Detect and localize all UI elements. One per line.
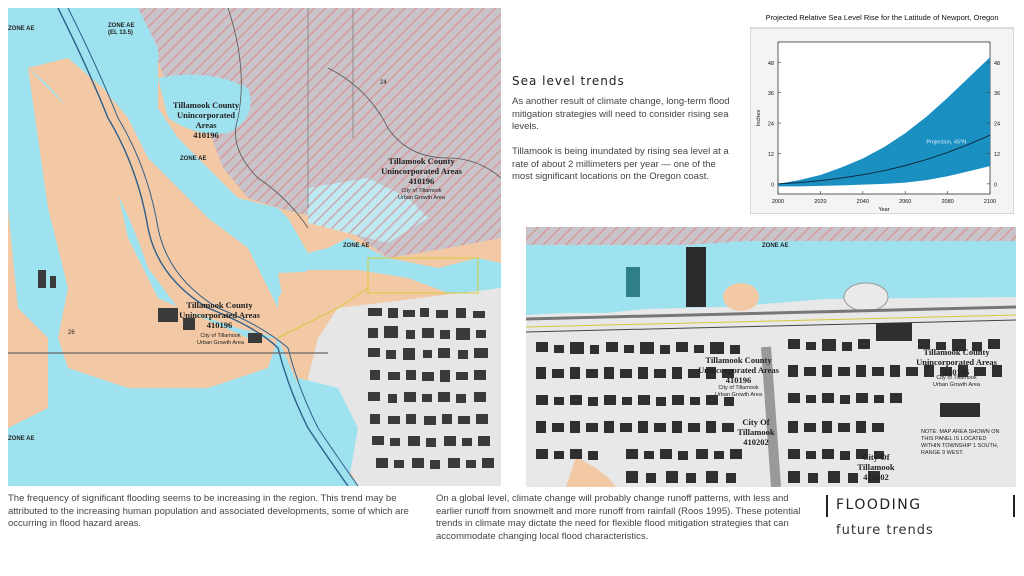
y-tick-label-right: 24 bbox=[994, 121, 1001, 128]
caption-middle: On a global level, climate change will probably change runoff patterns, with less and earlier runoff from snowmelt and more runoff from rainfall (Roos 1995). These potential trends in climate may dictate the need for flexible flood mitigation strategies that can accommodate changing local flood characteristics. bbox=[436, 493, 801, 542]
x-tick-label: 2040 bbox=[856, 199, 869, 205]
x-tick-label: 2000 bbox=[771, 199, 785, 205]
sea-level-paragraph-1: As another result of climate change, long-term flood mitigation strategies will need to consider rising sea levels. bbox=[512, 96, 730, 132]
y-tick-label-right: 0 bbox=[994, 182, 998, 189]
y-tick-label-left: 36 bbox=[767, 91, 774, 98]
left-zone-label-4: ZONE AE bbox=[8, 436, 35, 442]
x-tick-label: 2080 bbox=[941, 199, 954, 205]
right-county-label-1: Tillamook County Unincorporated Areas 410196 bbox=[698, 355, 779, 385]
left-county-sub-2: City of Tillamook Urban Growth Area bbox=[397, 188, 446, 201]
sea-level-paragraph-2: Tillamook is being inundated by rising sea level at a rate of about 2 millimeters per year — one of the most significant locations on the Oregon coast. bbox=[512, 146, 729, 182]
left-county-label-1: Tillamook County Unincorporated Areas 410196 bbox=[172, 100, 240, 140]
x-tick-label: 2100 bbox=[983, 199, 997, 205]
chart-annotation: Projection, 45°N bbox=[926, 139, 967, 146]
left-zone-label-5: ZONE AE bbox=[8, 26, 35, 32]
section-divider-left bbox=[826, 495, 828, 517]
chart-title: Projected Relative Sea Level Rise for the Latitude of Newport, Oregon bbox=[765, 13, 999, 22]
y-tick-label-left: 0 bbox=[770, 182, 774, 189]
right-map-note: NOTE: MAP AREA SHOWN ON THIS PANEL IS LOCATED WITHIN TOWNSHIP 1 SOUTH, RANGE 9 WEST. bbox=[921, 429, 1000, 456]
x-axis-label: Year bbox=[878, 207, 890, 213]
left-map-number-2: 26 bbox=[68, 330, 75, 336]
y-tick-label-right: 48 bbox=[994, 60, 1001, 67]
y-tick-label-left: 12 bbox=[767, 151, 774, 158]
y-tick-label-right: 36 bbox=[994, 91, 1001, 98]
left-county-label-2: Tillamook County Unincorporated Areas 410196 bbox=[381, 156, 462, 186]
sea-level-heading: Sea level trends bbox=[512, 74, 625, 88]
left-zone-label-3: ZONE AE bbox=[343, 243, 370, 249]
y-tick-label-right: 12 bbox=[994, 151, 1001, 158]
right-city-label-2: City Of Tillamook 410202 bbox=[857, 452, 895, 482]
y-tick-label-left: 48 bbox=[767, 60, 774, 67]
x-tick-label: 2060 bbox=[899, 199, 912, 205]
chart-plot bbox=[750, 10, 1014, 214]
x-tick-label: 2020 bbox=[814, 199, 827, 205]
right-city-label-1: City Of Tillamook 410202 bbox=[737, 417, 775, 447]
caption-left: The frequency of significant flooding seems to be increasing in the region. This trend may be attributed to the increasing human population and associated developments, some of which are occurring in flood hazard areas. bbox=[8, 493, 409, 529]
right-zone-label-1: ZONE AE bbox=[762, 243, 789, 249]
right-county-sub-1: City of Tillamook Urban Growth Area bbox=[714, 385, 763, 398]
left-county-label-3: Tillamook County Unincorporated Areas 410196 bbox=[179, 300, 260, 330]
left-zone-label-2: ZONE AE bbox=[180, 156, 207, 162]
left-map-number-1: 24 bbox=[380, 80, 387, 86]
right-county-sub-2: City of Tillamook Urban Growth Area bbox=[932, 375, 981, 388]
section-divider-right bbox=[1013, 495, 1015, 517]
y-tick-label-left: 24 bbox=[767, 121, 774, 128]
left-county-sub-3: City of Tillamook Urban Growth Area bbox=[196, 333, 245, 346]
left-zone-label-1: ZONE AE (EL 13.5) bbox=[108, 23, 135, 36]
sea-level-chart bbox=[750, 10, 1014, 214]
right-flood-map bbox=[526, 227, 1016, 487]
left-map-graphic bbox=[8, 8, 501, 486]
right-county-label-2: Tillamook County Unincorporated Areas 410196 bbox=[916, 347, 997, 377]
y-axis-label: Inches bbox=[756, 109, 762, 127]
left-flood-map bbox=[8, 8, 501, 486]
section-subtitle: future trends bbox=[836, 523, 934, 538]
section-title: FLOODING bbox=[836, 497, 922, 513]
